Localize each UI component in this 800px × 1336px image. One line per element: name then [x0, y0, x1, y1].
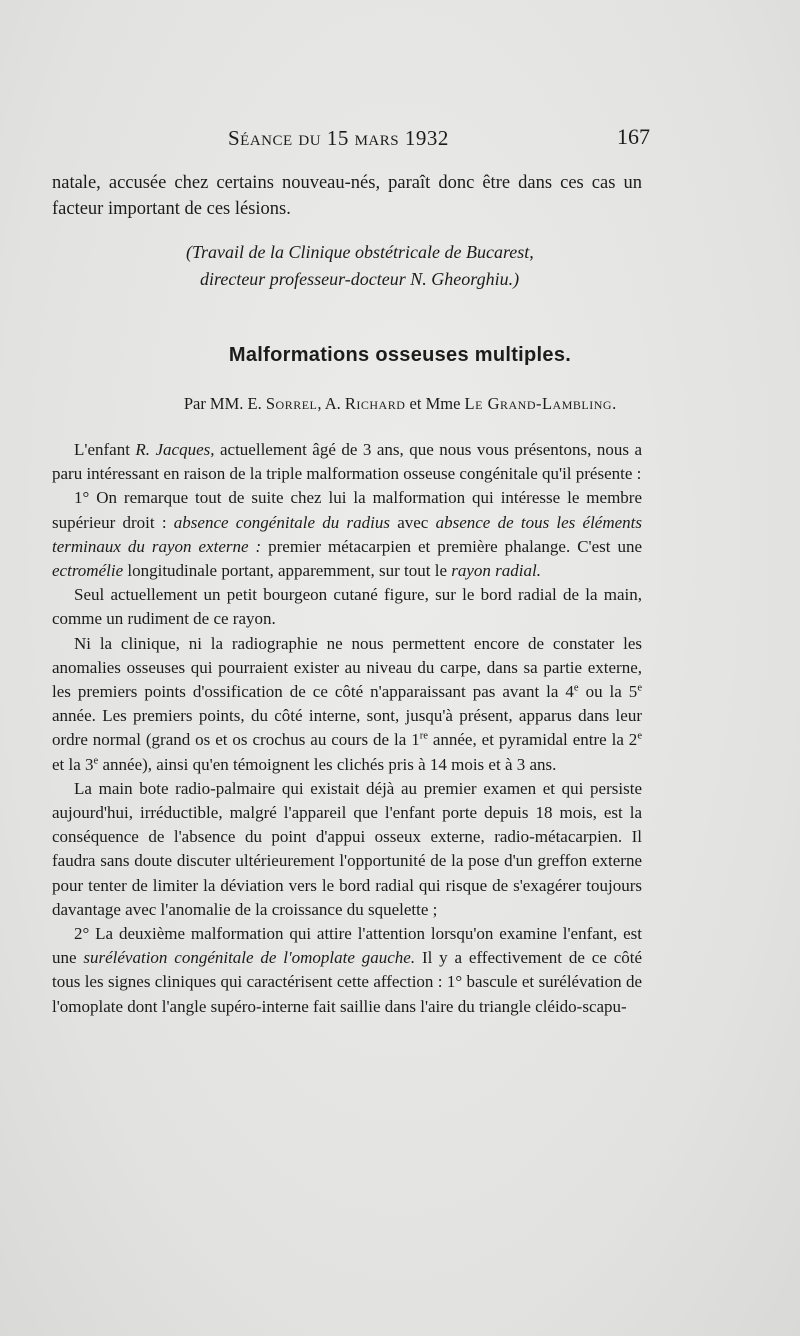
p2-text-a: 1° On remarque tout de suite chez lui la malformation qui intéresse le membre supérieur droit :	[52, 488, 642, 532]
p2-emphasis-h: rayon radial.	[451, 561, 541, 581]
p1-text-a: L'enfant	[74, 440, 136, 459]
p6-emphasis-b: surélévation congénitale de l'omoplate gauche.	[83, 948, 416, 968]
p4-sup-5: e	[93, 754, 99, 766]
p2-emphasis-b: absence congénitale du radius	[173, 512, 390, 532]
p4-text-e: et la 3	[52, 754, 94, 774]
continuation-paragraph: natale, accusée chez certains nouveau-nés, paraît donc être dans ces cas un facteur important de ces lésions.	[52, 173, 642, 219]
page-number: 167	[617, 124, 650, 149]
page-header	[228, 124, 650, 154]
byline-sep-2: et Mme	[405, 394, 465, 413]
p2-emphasis-d: absence de tous les éléments terminaux du rayon externe :	[52, 512, 643, 556]
byline-suffix: .	[612, 394, 617, 413]
p1-patient-name: R. Jacques,	[135, 440, 215, 459]
p4-sup-3: re	[419, 730, 428, 742]
continuation-text	[52, 170, 642, 222]
p4-sup-4: e	[637, 730, 642, 742]
author-le-grand-lambling: Le Grand-Lambling	[464, 394, 613, 413]
paragraph-5: La main bote radio-palmaire qui existait déjà au premier examen et qui persiste aujourd'hui, irréductible, malgré l'appareil que l'enfant porte depuis 18 mois, est la conséquence de l'absence du point d'appui osseux externe, radio-métacarpien. Il faudra sans doute discuter ultérieurement l'opportunité de la pose d'un greffon externe pour tenter de limiter la déviation vers le bord radial qui risque de s'exagérer toujours davantage avec l'anomalie de la croissance du squelette ;	[52, 778, 642, 919]
p4-text-c: année. Les premiers points, du côté interne, sont, jusqu'à présent, apparus dans leur ordre normal (grand os et os crochus au cours de la 1	[52, 706, 642, 750]
paragraph-6	[52, 922, 642, 1019]
p4-text-d: année, et pyramidal entre la 2	[427, 730, 638, 750]
p2-text-e: premier métacarpien et première phalange. C'est une	[261, 536, 643, 556]
attribution-line-2: directeur professeur-docteur N. Gheorghiu.)	[200, 269, 520, 289]
author-sorrel: Sorrel	[265, 394, 318, 413]
byline-prefix: Par MM. E.	[183, 394, 266, 413]
p4-sup-1: e	[573, 682, 579, 694]
p4-text-b: ou la 5	[578, 682, 638, 702]
p1-text-c: actuellement âgé de 3 ans, que nous vous présentons, nous a paru intéressant en raison de la triple malformation osseuse congénitale qu'il présente :	[52, 440, 642, 484]
p4-sup-2: e	[637, 682, 642, 694]
p2-emphasis-f: ectromélie	[52, 561, 124, 581]
paragraph-2	[52, 486, 642, 583]
running-head: Séance du 15 mars 1932	[228, 126, 449, 150]
p6-text-c: Il y a effectivement de ce côté tous les signes cliniques qui caractérisent cette affection : 1° bascule et surélévation de l'omoplate dont l'angle supéro-interne fait saillie dans l'aire du triangle cléido-scapu-	[52, 948, 643, 1016]
byline-sep-1: , A.	[317, 394, 345, 413]
author-richard: Richard	[344, 394, 406, 413]
article-title: Malformations osseuses multiples.	[228, 344, 572, 366]
p2-text-g: longitudinale portant, apparemment, sur tout le	[123, 561, 452, 581]
paragraph-4	[52, 632, 642, 777]
attribution-line-1: (Travail de la Clinique obstétricale de Bucarest,	[186, 242, 534, 262]
p2-text-c: avec	[389, 512, 436, 532]
paragraph-3: Seul actuellement un petit bourgeon cutané figure, sur le bord radial de la main, comme un rudiment de ce rayon.	[52, 585, 642, 629]
p6-text-a: 2° La deuxième malformation qui attire l'attention lorsqu'on examine l'enfant, est une	[52, 924, 642, 968]
attribution	[186, 239, 646, 293]
article-body	[52, 438, 642, 1019]
paragraph-1	[52, 438, 642, 486]
p4-text-f: année), ainsi qu'en témoignent les clichés pris à 14 mois et à 3 ans.	[98, 754, 557, 774]
p4-text-a: Ni la clinique, ni la radiographie ne nous permettent encore de constater les anomalies osseuses qui pourraient exister au niveau du carpe, dans sa partie externe, les premiers points d'ossification de ce côté n'apparaissant pas avant la 4	[52, 633, 642, 702]
article-byline	[0, 394, 800, 414]
